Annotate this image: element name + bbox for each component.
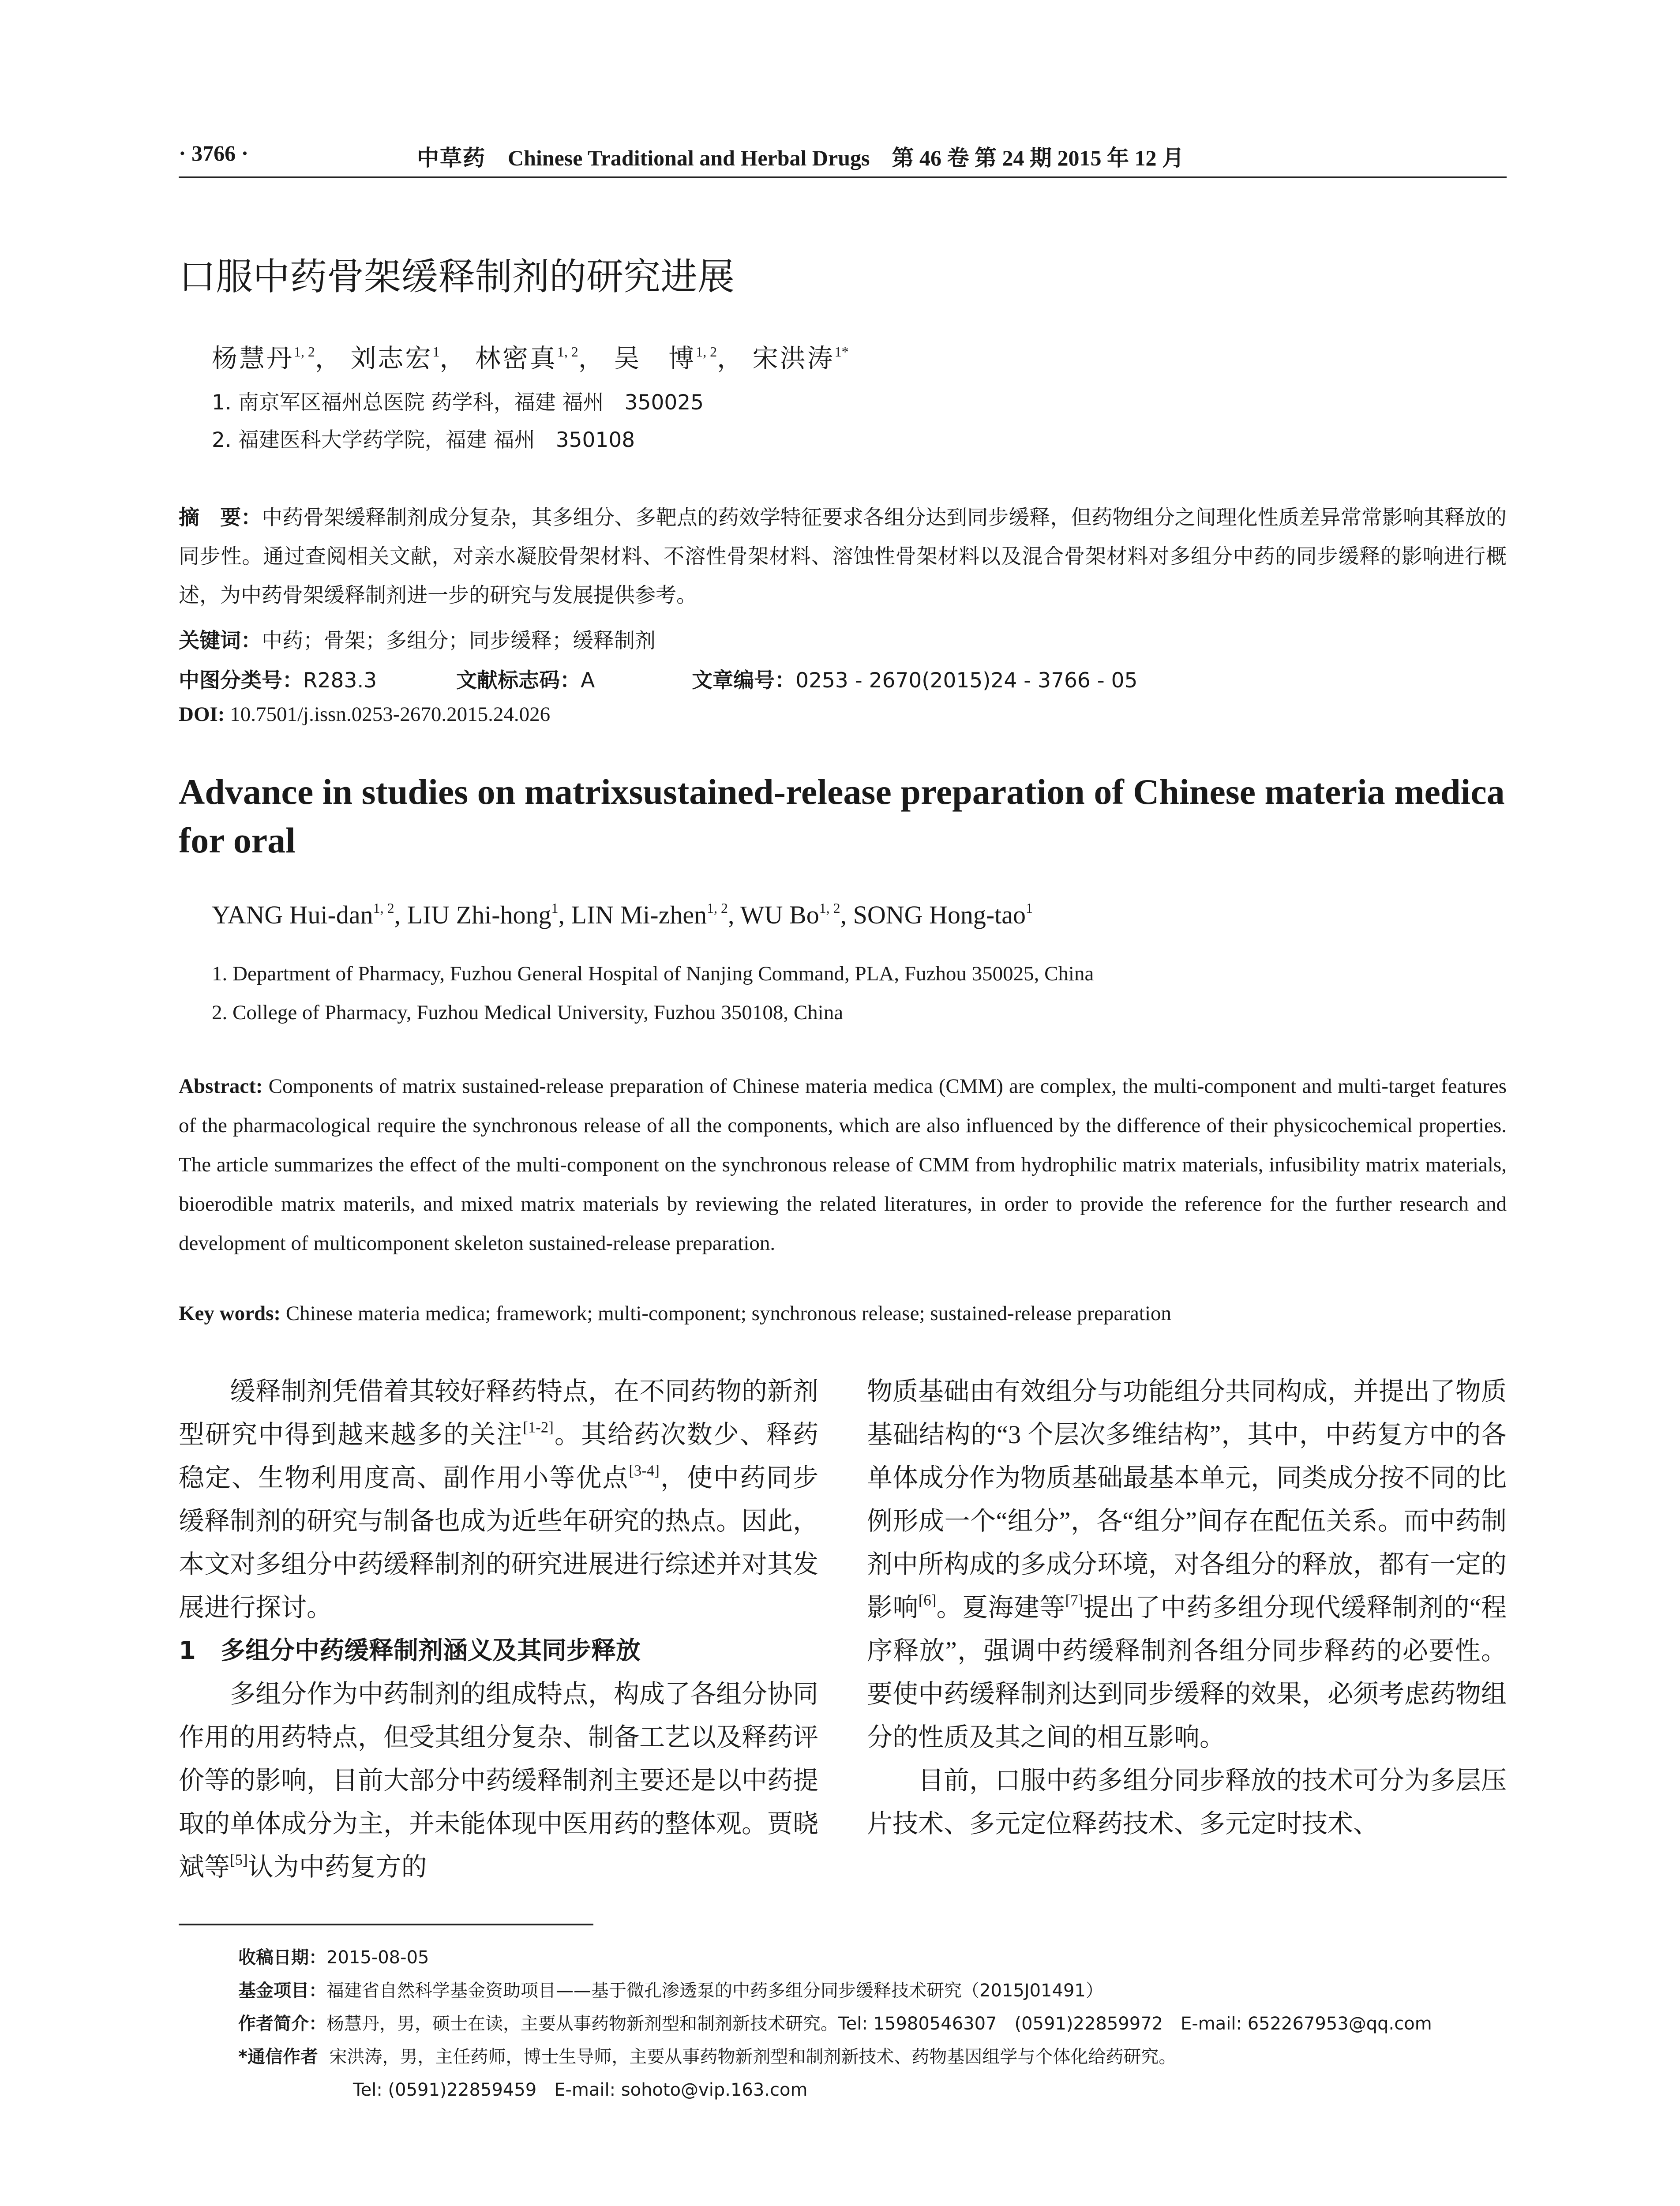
keywords-en (179, 1302, 1171, 1325)
doi-label: DOI: (179, 703, 225, 726)
footnote-received (238, 1943, 429, 1969)
footnote-rule (179, 1924, 593, 1925)
footnote-text: 杨慧丹，男，硕士在读，主要从事药物新剂型和制剂新技术研究。Tel: 15980546307 (0591)22859972 E-mail: 652267953@qq.com (326, 2014, 1432, 2034)
header-rule (179, 176, 1507, 178)
body-paragraph (179, 1370, 818, 1629)
keywords-cn-text: 中药；骨架；多组分；同步缓释；缓释制剂 (262, 629, 656, 653)
author-affiliation-marker: 1, 2 (294, 344, 315, 360)
citation-ref: [1-2] (523, 1418, 554, 1436)
citation-ref: [3-4] (629, 1462, 660, 1479)
page-number: · 3766 · (179, 141, 249, 165)
author-affiliation-marker: 1 (432, 344, 440, 360)
running-header (179, 140, 1507, 176)
journal-name-cn: 中草药 (417, 145, 486, 171)
author-name: 杨慧丹 (212, 344, 294, 373)
article-title-en: Advance in studies on matrixsustained-release preparation of Chinese materia medica for oral (179, 772, 1505, 860)
author-affiliation-marker: 1, 2 (373, 900, 394, 916)
author-name: 林密真 (475, 344, 557, 373)
abstract-cn (179, 499, 1507, 615)
footnote-label: *通信作者 (238, 2047, 318, 2067)
affiliation-en-2: 2. College of Pharmacy, Fuzhou Medical University, Fuzhou 350108, China (212, 1001, 844, 1024)
affiliation-en-1: 1. Department of Pharmacy, Fuzhou General Hospital of Nanjing Command, PLA, Fuzhou 350025, China (212, 962, 1094, 985)
article-number-label: 文章编号： (692, 668, 796, 693)
affiliation-cn-2: 2. 福建医科大学药学院，福建 福州 350108 (212, 428, 635, 452)
author-affiliation-marker: 1, 2 (557, 344, 578, 360)
doi-value: 10.7501/j.issn.0253-2670.2015.24.026 (230, 703, 551, 726)
clc-label: 中图分类号： (179, 668, 303, 693)
article-title-cn: 口服中药骨架缓释制剂的研究进展 (179, 255, 735, 298)
citation-ref: [7] (1065, 1591, 1084, 1609)
footnote-text: 福建省自然科学基金资助项目——基于微孔渗透泵的中药多组分同步缓释技术研究（2015J01491） (326, 1981, 1103, 2001)
author-name: SONG Hong-tao (853, 900, 1026, 929)
body-paragraph (179, 1673, 818, 1889)
abstract-en-text: Components of matrix sustained-release preparation of Chinese materia medica (CMM) are complex, the multi-component and multi-target features of the pharmacological require the synchronous release of all the components, which are also influenced by the difference of their physicochemical properties. The article summarizes the effect of the multi-component on the synchronous release of CMM from hydrophilic matrix materials, infusibility matrix materials, bioerodible matrix materils, and mixed matrix materials by reviewing the related literatures, in order to provide the reference for the further research and development of multicomponent skeleton sustained-release preparation. (179, 1075, 1507, 1255)
author-name: WU Bo (740, 900, 819, 929)
author-name: 吴 博 (614, 344, 696, 373)
body-text: 认为中药复方的 (248, 1853, 427, 1881)
author-name: 宋洪涛 (752, 344, 835, 373)
footnote-fund (238, 1977, 1103, 2002)
author-name: LIN Mi-zhen (571, 900, 707, 929)
citation-ref: [6] (918, 1591, 937, 1609)
footnote-label: 作者简介： (238, 2014, 326, 2034)
citation-ref: [5] (230, 1851, 248, 1868)
body-text: 物质基础由有效组分与功能组分共同构成，并提出了物质基础结构的“3 个层次多维结构”，其中，中药复方中的各单体成分作为物质基础最基本单元，同类成分按不同的比例形成一个“组分”，各“组分”间存在配伍关系。而中药制剂中所构成的多成分环境，对各组分的释放，都有一定的影响 (867, 1377, 1507, 1622)
abstract-cn-label: 摘 要： (179, 506, 262, 530)
journal-name-en: Chinese Traditional and Herbal Drugs (508, 146, 870, 170)
footnote-corresponding (238, 2043, 1176, 2068)
keywords-cn (179, 624, 656, 654)
body-text: ，使中药同步缓释制剂的研究与制备也成为近些年研究的热点。因此，本文对多组分中药缓释制剂的研究进展进行综述并对其发展进行探讨。 (179, 1463, 819, 1622)
abstract-en-label: Abstract: (179, 1075, 263, 1098)
journal-line (417, 140, 1184, 172)
doc-code-label: 文献标志码： (456, 668, 581, 693)
body-text: 多组分作为中药制剂的组成特点，构成了各组分协同作用的用药特点，但受其组分复杂、制备工艺以及释药评价等的影响，目前大部分中药缓释制剂主要还是以中药提取的单体成分为主，并未能体现中医用药的整体观。贾晓斌等 (179, 1680, 819, 1881)
abstract-cn-text: 中药骨架缓释制剂成分复杂，其多组分、多靶点的药效学特征要求各组分达到同步缓释，但药物组分之间理化性质差异常常影响其释放的同步性。通过查阅相关文献，对亲水凝胶骨架材料、不溶性骨架材料、溶蚀性骨架材料以及混合骨架材料对多组分中药的同步缓释的影响进行概述，为中药骨架缓释制剂进一步的研究与发展提供参考。 (179, 506, 1507, 608)
affiliation-cn-1: 1. 南京军区福州总医院 药学科，福建 福州 350025 (212, 390, 704, 415)
body-text: 缓释制剂凭借着其较好释药特点，在不同药物的新剂型研究中得到越来越多的关注 (179, 1377, 819, 1449)
footnote-label: 基金项目： (238, 1981, 326, 2001)
body-text: 。其给药次数少、释药稳定、生物利用度高、副作用小等优点 (179, 1420, 818, 1492)
author-affiliation-marker: 1 (551, 900, 559, 916)
keywords-en-label: Key words: (179, 1302, 281, 1325)
abstract-en (179, 1067, 1507, 1263)
author-affiliation-marker: 1 (1026, 900, 1033, 916)
body-column-right (867, 1370, 1507, 1846)
footnote-label: 收稿日期： (238, 1947, 326, 1968)
author-affiliation-marker: 1* (834, 344, 849, 360)
keywords-cn-label: 关键词： (179, 629, 262, 653)
body-paragraph (867, 1759, 1507, 1846)
footnote-text: 2015-08-05 (326, 1947, 429, 1968)
author-name: 刘志宏 (350, 344, 433, 373)
doi-line (179, 702, 550, 726)
author-affiliation-marker: 1, 2 (819, 900, 840, 916)
section-heading: 1 多组分中药缓释制剂涵义及其同步释放 (179, 1636, 641, 1665)
author-affiliation-marker: 1, 2 (707, 900, 728, 916)
author-name: LIU Zhi-hong (407, 900, 551, 929)
body-column-left (179, 1370, 818, 1889)
journal-issue: 第 46 卷 第 24 期 2015 年 12 月 (892, 146, 1184, 170)
keywords-en-text: Chinese materia medica; framework; multi-component; synchronous release; sustained-release preparation (285, 1302, 1172, 1325)
footnote-author (238, 2010, 1432, 2035)
author-list-en: YANG Hui-dan$^{1, 2}$, LIU Zhi-hong$^1$, LIN Mi-zhen$^{1, 2}$, WU Bo$^{1, 2}$, SONG Hong-tao$^1$ (212, 900, 1033, 929)
article-number-value: 0253 - 2670(2015)24 - 3766 - 05 (795, 668, 1138, 693)
body-text: 目前，口服中药多组分同步释放的技术可分为多层压片技术、多元定位释药技术、多元定时技术、 (867, 1766, 1507, 1838)
footnote-corresponding-contact: Tel: (0591)22859459 E-mail: sohoto@vip.163.com (353, 2080, 808, 2100)
body-paragraph (867, 1370, 1507, 1759)
body-text: 。夏海建等 (936, 1593, 1065, 1622)
author-list-cn: 杨慧丹$^{1, 2}$， 刘志宏$^1$， 林密真$^{1, 2}$， 吴 博$^{1, 2}$， 宋洪涛$^{1*}$ (212, 344, 849, 373)
doc-code-value: A (581, 668, 595, 693)
author-affiliation-marker: 1, 2 (696, 344, 717, 360)
body-text: 提出了中药多组分现代缓释制剂的“程序释放”，强调中药缓释制剂各组分同步释药的必要性。要使中药缓释制剂达到同步缓释的效果，必须考虑药物组分的性质及其之间的相互影响。 (867, 1593, 1507, 1752)
clc-value: R283.3 (303, 668, 377, 693)
classification-line (179, 664, 1137, 694)
footnote-text: 宋洪涛，男，主任药师，博士生导师，主要从事药物新剂型和制剂新技术、药物基因组学与个体化给药研究。 (329, 2047, 1177, 2067)
author-name: YANG Hui-dan (212, 900, 373, 929)
